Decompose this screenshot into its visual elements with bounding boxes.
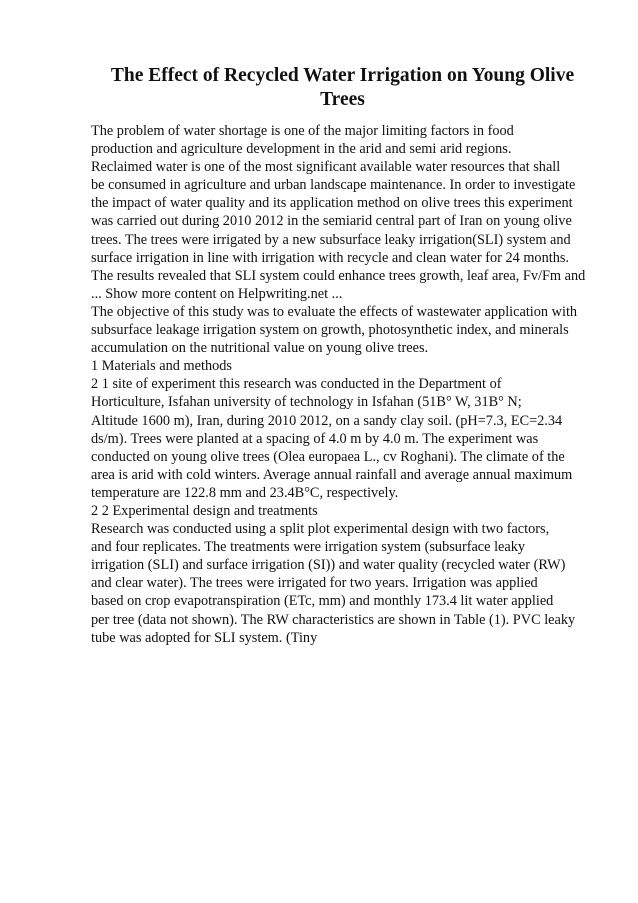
- text-line: production and agriculture development in the arid and semi arid regions.: [91, 141, 512, 158]
- text-line: conducted on young olive trees (Olea europaea L., cv Roghani). The climate of the: [91, 448, 565, 465]
- title-line: The Effect of Recycled Water Irrigation on Young Olive: [110, 65, 575, 86]
- text-line: be consumed in agriculture and urban landscape maintenance. In order to investigate: [91, 177, 576, 194]
- page-title: [90, 64, 595, 112]
- text-line: was carried out during 2010 2012 in the semiarid central part of Iran on young olive: [91, 213, 572, 230]
- show-more-line: ... Show more content on Helpwriting.net ...: [91, 285, 343, 302]
- title-line: Trees: [320, 89, 365, 110]
- text-line: irrigation (SLI) and surface irrigation (SI)) and water quality (recycled water (RW): [91, 557, 566, 574]
- text-line: and clear water). The trees were irrigated for two years. Irrigation was applied: [91, 575, 538, 592]
- text-line: subsurface leakage irrigation system on growth, photosynthetic index, and minerals: [91, 322, 569, 339]
- text-line: 2 1 site of experiment this research was conducted in the Department of: [91, 376, 502, 393]
- text-line: Altitude 1600 m), Iran, during 2010 2012, on a sandy clay soil. (pH=7.3, EC=2.34: [91, 412, 563, 429]
- text-line: the impact of water quality and its application method on olive trees this experiment: [91, 195, 573, 212]
- text-line: accumulation on the nutritional value on young olive trees.: [91, 340, 429, 357]
- text-line: Research was conducted using a split plot experimental design with two factors,: [91, 521, 550, 538]
- text-line: and four replicates. The treatments were irrigation system (subsurface leaky: [91, 539, 526, 556]
- text-line: The results revealed that SLI system could enhance trees growth, leaf area, Fv/Fm and: [91, 267, 586, 284]
- text-line: The objective of this study was to evaluate the effects of wastewater application with: [91, 303, 578, 320]
- text-line: surface irrigation in line with irrigation with recycle and clean water for 24 months.: [91, 249, 569, 266]
- text-line: per tree (data not shown). The RW characteristics are shown in Table (1). PVC leaky: [91, 611, 576, 628]
- text-line: trees. The trees were irrigated by a new subsurface leaky irrigation(SLI) system and: [91, 231, 571, 248]
- text-line: tube was adopted for SLI system. (Tiny: [91, 629, 318, 646]
- text-line: temperature are 122.8 mm and 23.4B°C, respectively.: [91, 484, 399, 501]
- text-line: The problem of water shortage is one of the major limiting factors in food: [91, 123, 514, 139]
- text-line: Horticulture, Isfahan university of technology in Isfahan (51B° W, 31B° N;: [91, 394, 522, 411]
- text-line: Reclaimed water is one of the most significant available water resources that shall: [91, 159, 561, 176]
- body-text: [91, 122, 631, 647]
- text-line: ds/m). Trees were planted at a spacing of 4.0 m by 4.0 m. The experiment was: [91, 430, 539, 447]
- text-line: based on crop evapotranspiration (ETc, mm) and monthly 173.4 lit water applied: [91, 593, 554, 610]
- section-heading: 2 2 Experimental design and treatments: [91, 502, 318, 519]
- text-line: area is arid with cold winters. Average annual rainfall and average annual maximum: [91, 466, 573, 483]
- section-heading: 1 Materials and methods: [91, 358, 232, 375]
